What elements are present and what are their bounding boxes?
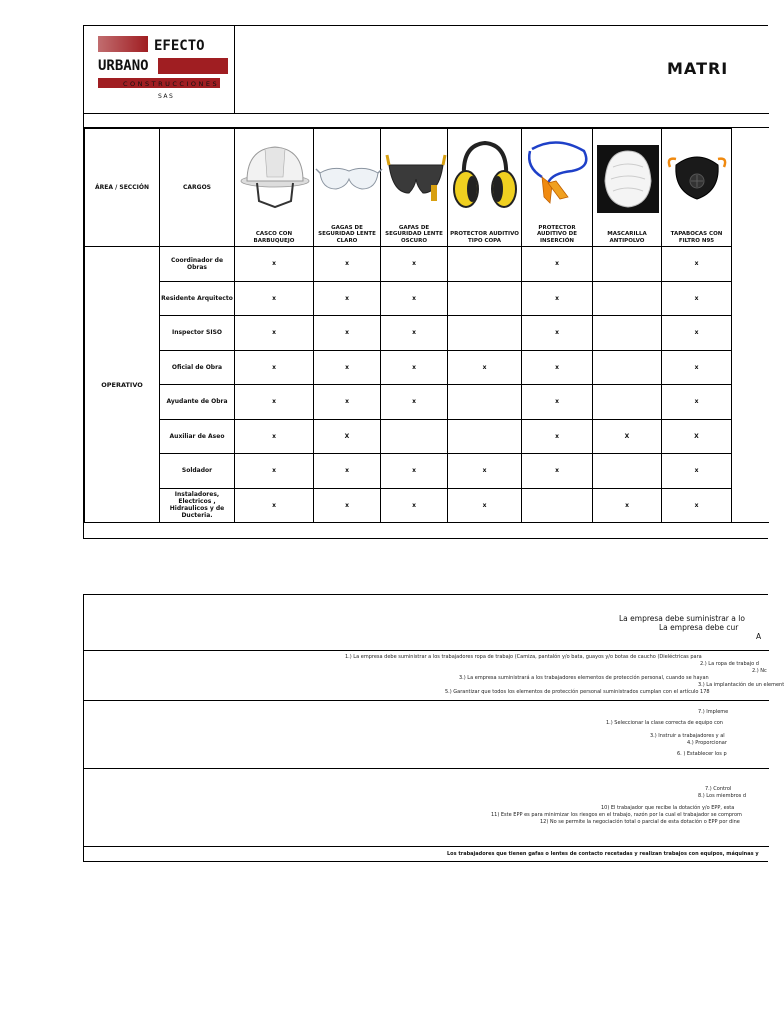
epp-mark-cell: x (522, 419, 593, 454)
notes-row-4 (84, 768, 769, 847)
epp-mark-cell (593, 247, 662, 282)
epp-label: TAPABOCAS CON FILTRO N95 (670, 231, 723, 244)
table-row (85, 350, 732, 385)
epp-mark-cell: X (314, 419, 381, 454)
epp-mark-cell: x (662, 281, 732, 316)
notes-line: 4.) Proporcionar (687, 740, 727, 746)
epp-mark-cell: x (381, 281, 448, 316)
epp-mark-cell: x (662, 385, 732, 420)
epp-mark-cell (593, 385, 662, 420)
table-row (85, 419, 732, 454)
cargo-cell: Coordinador de Obras (160, 247, 235, 282)
epp-column-helmet (235, 129, 314, 247)
logo-word-1: EFECTO (154, 38, 205, 54)
notes-line: 11) Este EPP es para minimizar los riesgos en el trabajo, razón por la cual el trabajador se comprom (491, 812, 742, 818)
epp-mark-cell (593, 350, 662, 385)
epp-matrix (83, 25, 768, 539)
logo-cell (84, 26, 235, 113)
epp-mark-cell: x (662, 247, 732, 282)
epp-column-n95 (662, 129, 732, 247)
epp-mark-cell (448, 385, 522, 420)
logo-sub-1: CONSTRUCCIONES (123, 80, 220, 88)
epp-mark-cell (593, 281, 662, 316)
helmet-icon (235, 137, 315, 217)
epp-mark-cell: x (662, 316, 732, 351)
epp-mark-cell (593, 454, 662, 489)
epp-mark-cell: x (522, 385, 593, 420)
epp-mark-cell: X (662, 419, 732, 454)
epp-column-clear-glasses (314, 129, 381, 247)
epp-column-dark-glasses (381, 129, 448, 247)
epp-mark-cell: x (314, 385, 381, 420)
epp-label: CASCO CON BARBUQUEJO (253, 231, 295, 244)
epp-label: MASCARILLA ANTIPOLVO (607, 231, 647, 244)
epp-mark-cell: x (235, 247, 314, 282)
column-header-area: ÁREA / SECCIÓN (85, 129, 160, 247)
notes-line: 6. ) Establecer los p (677, 751, 727, 757)
table-row (85, 488, 732, 523)
earmuffs-icon (448, 137, 522, 217)
epp-mark-cell: x (522, 350, 593, 385)
epp-mark-cell: x (235, 385, 314, 420)
epp-mark-cell: x (522, 316, 593, 351)
epp-mark-cell: x (314, 350, 381, 385)
cargo-cell: Oficial de Obra (160, 350, 235, 385)
epp-mark-cell: x (314, 247, 381, 282)
epp-mark-cell: x (662, 350, 732, 385)
table-row (85, 281, 732, 316)
epp-mark-cell: x (522, 454, 593, 489)
epp-mark-cell: x (448, 454, 522, 489)
notes-line: 12) No se permite la negociación total o parcial de esta dotación o EPP por dine (540, 819, 740, 825)
clear-glasses-icon (314, 137, 384, 217)
notes-line: 1.) Seleccionar la clase correcta de equipo con (606, 720, 723, 726)
spacer-row (84, 113, 769, 128)
epp-table (84, 128, 732, 523)
epp-mark-cell: x (235, 281, 314, 316)
table-row (85, 385, 732, 420)
notes-line: 10) El trabajador que recibe la dotación y/o EPP, esta (601, 805, 735, 811)
epp-mark-cell: x (662, 454, 732, 489)
logo-word-2: URBANO (98, 58, 149, 74)
logo-sub-2: SAS (158, 93, 175, 100)
epp-mark-cell: x (235, 488, 314, 523)
epp-mark-cell: x (522, 281, 593, 316)
epp-mark-cell: x (235, 454, 314, 489)
notes-row-5 (84, 846, 769, 863)
notes-line: A (756, 632, 762, 641)
epp-mark-cell: x (235, 419, 314, 454)
epp-column-earplugs (522, 129, 593, 247)
notes-block (83, 594, 784, 862)
notes-line: 2.) Nc (752, 668, 767, 674)
table-row (85, 454, 732, 489)
notes-line: 3.) La empresa suministrará a los trabajadores elementos de protección personal, cuando se hayan (459, 675, 709, 681)
epp-mark-cell: x (381, 247, 448, 282)
epp-label: GAGAS DE SEGURIDAD LENTE CLARO (318, 224, 376, 244)
epp-mark-cell: x (448, 350, 522, 385)
epp-mark-cell: x (662, 488, 732, 523)
cargo-cell: Ayudante de Obra (160, 385, 235, 420)
epp-mark-cell: x (381, 454, 448, 489)
epp-mark-cell: x (522, 247, 593, 282)
epp-mark-cell: x (593, 488, 662, 523)
epp-mark-cell: x (381, 316, 448, 351)
epp-mark-cell (522, 488, 593, 523)
epp-mark-cell (381, 419, 448, 454)
epp-mark-cell (448, 419, 522, 454)
epp-mark-cell: x (314, 454, 381, 489)
earplugs-icon (522, 137, 593, 217)
cargo-cell: Inspector SISO (160, 316, 235, 351)
notes-line: 8.) Los miembros d (698, 793, 747, 799)
epp-mark-cell (448, 247, 522, 282)
notes-row-1 (84, 595, 769, 651)
epp-mark-cell: x (314, 281, 381, 316)
epp-mark-cell (448, 316, 522, 351)
epp-mark-cell: x (314, 316, 381, 351)
notes-row-3 (84, 700, 769, 769)
matrix-header (84, 26, 769, 114)
epp-mark-cell (593, 316, 662, 351)
matrix-footer-row (84, 522, 769, 540)
column-header-cargos: CARGOS (160, 129, 235, 247)
notes-line: 3.) La implantación de un element (698, 682, 784, 688)
table-row (85, 316, 732, 351)
cargo-cell: Residente Arquitecto (160, 281, 235, 316)
epp-mark-cell: x (448, 488, 522, 523)
epp-label: PROTECTOR AUDITIVO TIPO COPA (450, 231, 519, 244)
epp-mark-cell: x (381, 350, 448, 385)
notes-line: 3.) Instruir a trabajadores y al (650, 733, 725, 739)
cargo-cell: Auxiliar de Aseo (160, 419, 235, 454)
epp-mark-cell: x (381, 488, 448, 523)
dark-glasses-icon (381, 137, 451, 217)
table-row (85, 247, 732, 282)
notes-line: 7.) Impleme (698, 709, 729, 715)
company-logo (98, 34, 228, 104)
epp-label: PROTECTOR AUDITIVO DE INSERCIÓN (536, 224, 578, 244)
notes-line: La empresa debe suministrar a lo (619, 614, 745, 623)
n95-mask-icon (662, 137, 732, 217)
epp-mark-cell (448, 281, 522, 316)
cargo-cell: Instaladores, Electricos , Hidraulicos y de Ducteria. (160, 488, 235, 523)
notes-line: Los trabajadores que tienen gafas o lentes de contacto recetadas y realizan trabajos con equipos, máquinas y (447, 851, 759, 857)
epp-table-body (85, 247, 732, 523)
epp-mark-cell: x (235, 316, 314, 351)
epp-mark-cell: X (593, 419, 662, 454)
notes-row-2 (84, 650, 784, 701)
notes-line: 7.) Control (705, 786, 732, 792)
notes-line: La empresa debe cur (659, 623, 739, 632)
area-cell: OPERATIVO (85, 247, 160, 523)
epp-column-dust-mask (593, 129, 662, 247)
notes-line: 2.) La ropa de trabajo d (700, 661, 759, 667)
epp-mark-cell: x (381, 385, 448, 420)
cargo-cell: Soldador (160, 454, 235, 489)
epp-column-earmuffs (448, 129, 522, 247)
notes-line: 5.) Garantizar que todos los elementos de protección personal suministrados cumplan con el artículo 178 (445, 689, 710, 695)
matrix-title: MATRI (667, 59, 729, 78)
dust-mask-icon (593, 137, 662, 217)
epp-mark-cell: x (235, 350, 314, 385)
epp-mark-cell: x (314, 488, 381, 523)
notes-line: 1.) La empresa debe suministrar a los trabajadores ropa de trabajo (Camiza, pantalón y/o bata, guayos y/o botas de caucho (Dieléctricas para (345, 654, 702, 660)
epp-label: GAFAS DE SEGURIDAD LENTE OSCURO (385, 224, 443, 244)
